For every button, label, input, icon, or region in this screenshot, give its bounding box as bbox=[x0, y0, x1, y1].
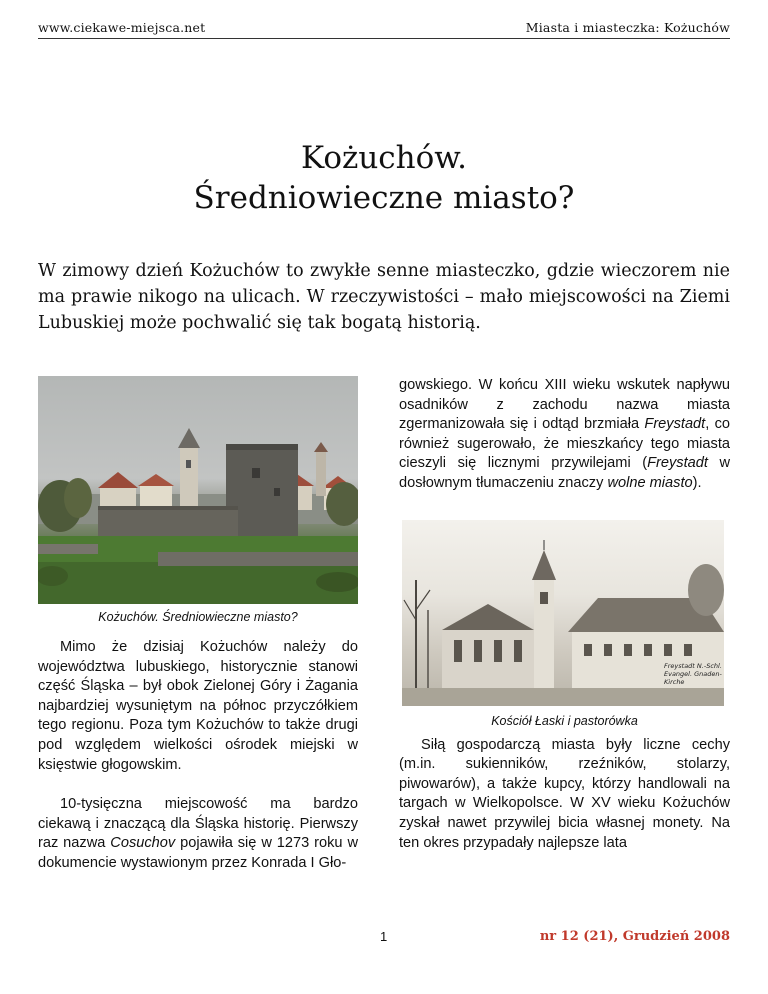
emphasis-freystadt: Freystadt bbox=[647, 455, 708, 472]
paragraph-history-region: Mimo że dzisiaj Kożuchów należy do województwa lubuskiego, historycznie stanowi część Śląska – był obok Zielonej Góry i Żagania najbardziej wysuniętym na północ przyczółkiem tego regionu. Poza tym Kożuchów to także drugi pod względem wielkości ośrodek miejski w księstwie głogowskim. bbox=[38, 639, 358, 773]
paragraph-economy: Siłą gospodarczą miasta były liczne cechy (m.in. sukienników, rzeźników, stolarzy, piwowarów), a także kupcy, którzy handlowali na targach w Wielkopolsce. W XV wieku Kożuchów zyskał nawet przywilej bicia własnej monety. Na ten okres przypadały najlepsze lata bbox=[399, 736, 730, 851]
running-header bbox=[38, 14, 730, 39]
right-column bbox=[399, 376, 730, 853]
article-title bbox=[38, 138, 730, 218]
page-number: 1 bbox=[380, 929, 388, 944]
paragraph-text: w dosłownym tłumaczeniu znaczy bbox=[399, 455, 731, 491]
photo-caption-1: Kożuchów. Średniowieczne miasto? bbox=[98, 610, 298, 624]
issue-info: nr 12 (21), Grudzień 2008 bbox=[539, 929, 730, 944]
paragraph-text: , co również sugerowało, że mieszkańcy tego miasta cieszyli się licznymi przywilejami ( bbox=[399, 416, 730, 472]
lead-paragraph: W zimowy dzień Kożuchów to zwykłe senne miasteczko, gdzie wieczorem nie ma prawie nikogo na ulicach. W rzeczywistości – mało miejscowości na Ziemi Lubuskiej może pochwalić się tak bogatą historią. bbox=[38, 261, 730, 333]
paragraph-text: gowskiego. W końcu XIII wieku wskutek napływu osadników z zachodu nazwa miasta zgermanizowała się i odtąd brzmiała bbox=[399, 377, 730, 433]
emphasis-wolne-miasto: wolne miasto bbox=[607, 474, 693, 491]
paragraph-text: ). bbox=[692, 474, 702, 491]
site-url[interactable]: www.ciekawe-miejsca.net bbox=[38, 20, 206, 35]
title-line-1: Kożuchów. bbox=[301, 140, 467, 176]
paragraph-history-name bbox=[38, 795, 358, 873]
castle-walls-illustration bbox=[38, 376, 358, 604]
paragraph-freystadt bbox=[399, 376, 730, 494]
emphasis-freystadt: Freystadt bbox=[644, 416, 706, 433]
emphasis-cosuchov: Cosuchov bbox=[110, 835, 176, 852]
paragraph-text: pojawiła się w 1273 roku w dokumencie wystawionym przez Konrada I Gło- bbox=[38, 835, 358, 871]
castle-walls-photo bbox=[38, 376, 358, 604]
photo-caption-2: Kościół Łaski i pastorówka bbox=[491, 713, 638, 728]
postcard-inscription: Freystadt N.-Schl. Evangel. Gnaden-Kirche bbox=[664, 661, 722, 686]
title-line-2: Średniowieczne miasto? bbox=[193, 180, 575, 216]
left-column bbox=[38, 376, 358, 874]
paragraph-text: 10-tysięczna miejscowość ma bardzo ciekawą i znaczącą dla Śląska historię. Pierwszy raz nazwa bbox=[38, 796, 358, 852]
church-postcard-photo bbox=[402, 520, 724, 706]
section-title: Miasta i miasteczka: Kożuchów bbox=[525, 20, 730, 35]
